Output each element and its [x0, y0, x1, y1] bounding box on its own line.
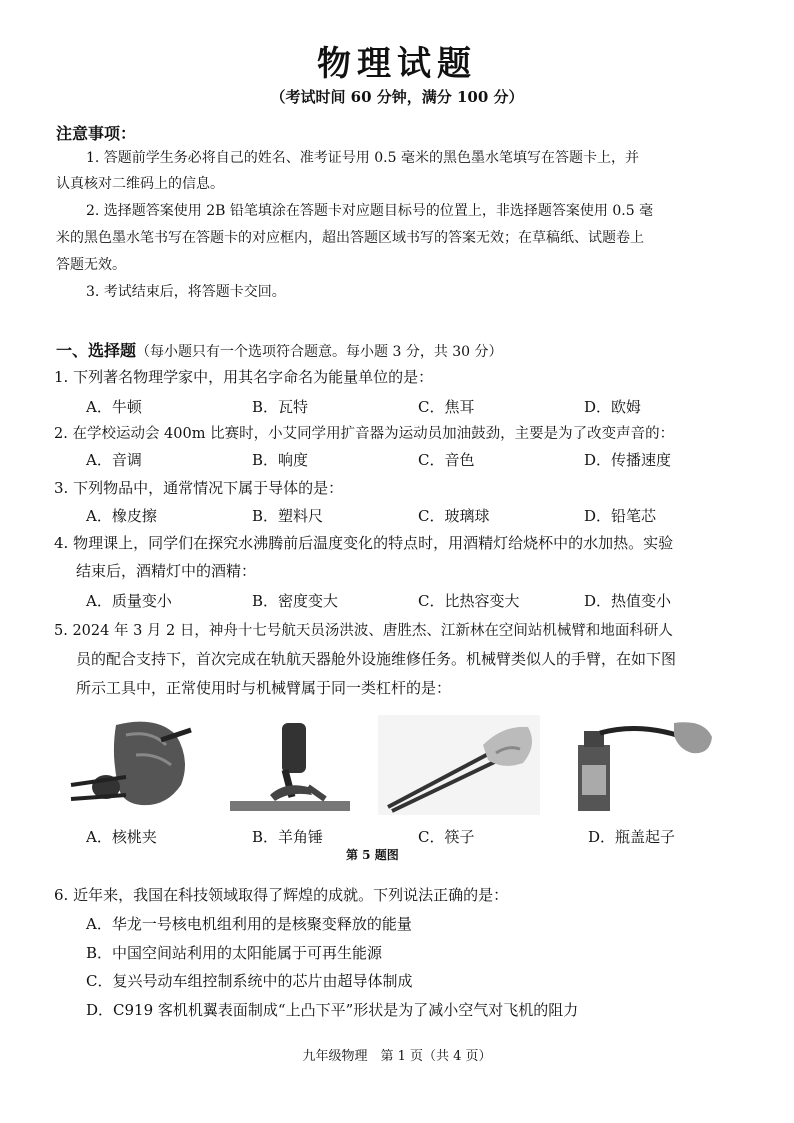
walnut-cracker-icon: [66, 715, 216, 815]
walnut-cracker-photo: [66, 715, 216, 815]
notice-item-2-line-3: 答题无效。: [56, 257, 126, 273]
section-note: （每小题只有一个选项符合题意。每小题 3 分，共 30 分）: [136, 344, 503, 360]
q1-option-b: B．瓦特: [252, 398, 309, 416]
q3-option-d: D．铅笔芯: [584, 507, 657, 525]
q5-option-c: C．筷子: [418, 828, 475, 846]
q1-option-d: D．欧姆: [584, 398, 642, 416]
section-heading: [56, 338, 503, 361]
q2-option-c: C．音色: [418, 451, 475, 469]
question-4-stem-line-1: 4. 物理课上，同学们在探究水沸腾前后温度变化的特点时，用酒精灯给烧杯中的水加热。实验: [54, 534, 674, 552]
bottle-opener-icon: [574, 715, 714, 815]
question-2-stem: 2. 在学校运动会 400m 比赛时，小艾同学用扩音器为运动员加油鼓劲，主要是为了改变声音的：: [54, 426, 675, 442]
claw-hammer-icon: [230, 715, 350, 815]
q4-option-a: A．质量变小: [86, 592, 172, 610]
q6-option-c: C．复兴号动车组控制系统中的芯片由超导体制成: [86, 972, 413, 990]
bottle-opener-photo: [574, 715, 714, 815]
q4-option-b: B．密度变大: [252, 592, 339, 610]
q2-option-a: A．音调: [86, 451, 142, 469]
question-5-stem-line-2: 员的配合支持下，首次完成在轨航天器舱外设施维修任务。机械臂类似人的手臂，在如下图: [76, 650, 677, 668]
chopsticks-icon: [378, 715, 540, 815]
question-6-stem: 6. 近年来，我国在科技领域取得了辉煌的成就。下列说法正确的是：: [54, 886, 509, 904]
notice-item-2-line-2: 米的黑色墨水笔书写在答题卡的对应框内，超出答题区域书写的答案无效；在草稿纸、试题卷上: [56, 230, 644, 246]
question-4-stem-line-2: 结束后，酒精灯中的酒精：: [76, 562, 257, 580]
q6-option-b: B．中国空间站利用的太阳能属于可再生能源: [86, 944, 383, 962]
question-5-stem-line-3: 所示工具中，正常使用时与机械臂属于同一类杠杆的是：: [76, 679, 452, 697]
notice-item-3: 3. 考试结束后，将答题卡交回。: [86, 284, 286, 300]
q6-option-d: D．C919 客机机翼表面制成“上凸下平”形状是为了减小空气对飞机的阻力: [86, 1001, 579, 1019]
question-1-stem: 1. 下列著名物理学家中，用其名字命名为能量单位的是：: [54, 368, 434, 386]
q5-option-d: D．瓶盖起子: [588, 828, 676, 846]
claw-hammer-photo: [230, 715, 350, 815]
q3-option-a: A．橡皮擦: [86, 507, 157, 525]
q5-option-a: A．核桃夹: [86, 828, 157, 846]
q2-option-d: D．传播速度: [584, 451, 672, 469]
notice-heading: 注意事项：: [56, 124, 137, 143]
q4-option-c: C．比热容变大: [418, 592, 520, 610]
exam-info: （考试时间 60 分钟，满分 100 分）: [270, 88, 524, 106]
q3-option-b: B．塑料尺: [252, 507, 324, 525]
chopsticks-photo: [378, 715, 540, 815]
q2-option-b: B．响度: [252, 451, 309, 469]
page-footer: 九年级物理 第 1 页（共 4 页）: [302, 1049, 492, 1064]
q5-option-b: B．羊角锤: [252, 828, 324, 846]
figure-caption: 第 5 题图: [346, 848, 399, 862]
question-3-stem: 3. 下列物品中，通常情况下属于导体的是：: [54, 479, 344, 497]
notice-item-1-line-2: 认真核对二维码上的信息。: [56, 176, 224, 192]
section-title: 一、选择题: [56, 341, 137, 360]
q1-option-a: A．牛顿: [86, 398, 142, 416]
page-title: 物理试题: [317, 44, 477, 84]
q4-option-d: D．热值变小: [584, 592, 672, 610]
q3-option-c: C．玻璃球: [418, 507, 490, 525]
notice-item-2-line-1: 2. 选择题答案使用 2B 铅笔填涂在答题卡对应题目标号的位置上，非选择题答案使用 0.5 毫: [86, 203, 654, 219]
question-5-stem-line-1: 5. 2024 年 3 月 2 日，神舟十七号航天员汤洪波、唐胜杰、江新林在空间站机械臂和地面科研人: [54, 623, 673, 639]
q1-option-c: C．焦耳: [418, 398, 475, 416]
q6-option-a: A．华龙一号核电机组利用的是核聚变释放的能量: [86, 915, 412, 933]
notice-item-1-line-1: 1. 答题前学生务必将自己的姓名、准考证号用 0.5 毫米的黑色墨水笔填写在答题卡上，并: [86, 150, 639, 166]
